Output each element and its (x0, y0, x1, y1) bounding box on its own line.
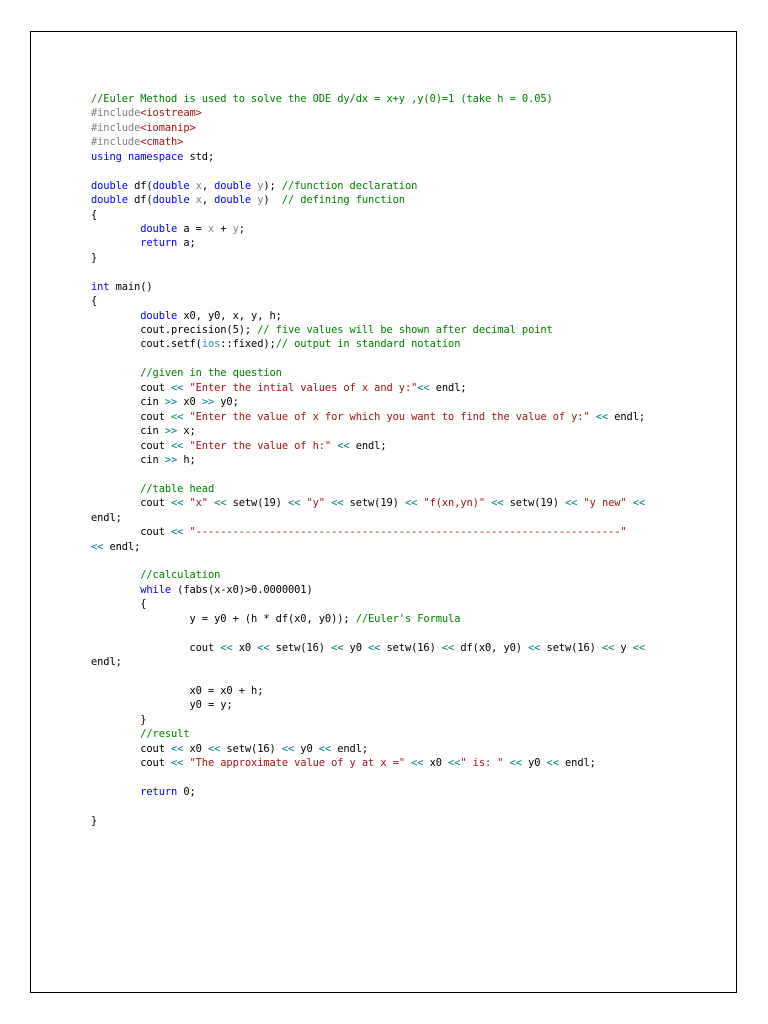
code-token: << (331, 497, 344, 510)
code-token: a; (177, 237, 196, 250)
code-token: std; (183, 150, 215, 163)
code-line (91, 222, 711, 236)
code-token: endl; (349, 439, 387, 452)
code-line (91, 713, 711, 727)
code-token (91, 569, 140, 581)
code-token (91, 483, 140, 495)
code-token: double (152, 194, 190, 207)
code-token: //table head (140, 482, 215, 495)
code-token: <cmath> (140, 136, 184, 149)
code-token: << (404, 497, 418, 510)
code-line (91, 670, 711, 684)
code-line (91, 626, 711, 640)
code-token: << (337, 439, 350, 452)
code-token: // defining function (281, 194, 405, 207)
code-token: x0, y0, x, y, h; (177, 309, 282, 322)
code-line (91, 135, 711, 149)
code-line (91, 482, 711, 496)
code-token: endl; (91, 656, 122, 669)
code-token (91, 237, 140, 249)
code-token: double (214, 179, 252, 192)
code-token: //Euler's Formula (355, 612, 461, 625)
code-token: ios (201, 338, 221, 351)
code-token: int (91, 280, 110, 293)
code-token: // output in standard notation (275, 338, 461, 351)
code-line (91, 641, 711, 655)
code-token: cout.precision(5); (91, 324, 258, 336)
code-line (91, 121, 711, 135)
code-token: df( (127, 179, 153, 192)
code-token: << (441, 641, 455, 654)
code-line (91, 251, 711, 265)
code-line (91, 179, 711, 193)
code-line (91, 150, 711, 164)
code-token: cin (91, 425, 165, 438)
code-token: setw(16) (380, 641, 442, 654)
code-token: setw(16) (540, 641, 602, 654)
code-line (91, 323, 711, 337)
code-token: << (207, 742, 221, 755)
code-token: << (565, 497, 578, 510)
code-line (91, 771, 711, 785)
code-token (91, 367, 140, 379)
code-token: (fabs(x-x0)>0.0000001) (171, 583, 313, 596)
code-token: cout (91, 439, 172, 452)
code-token: double (140, 309, 178, 322)
code-line (91, 583, 711, 597)
code-token: >> (164, 425, 178, 438)
code-token: x0 = x0 + h; (91, 684, 264, 697)
code-token: while (140, 583, 172, 596)
code-token: >> (164, 453, 178, 466)
code-line (91, 395, 711, 409)
code-token: h; (177, 453, 196, 466)
code-token: y = y0 + (h * df(x0, y0)); (91, 612, 356, 625)
code-line (91, 366, 711, 380)
code-token: //result (140, 728, 190, 741)
code-token: cin (91, 453, 165, 466)
code-token: 0; (177, 786, 196, 798)
code-token: // five values will be shown after decimal point (257, 324, 553, 336)
code-token: "x" (189, 497, 208, 510)
code-token: { (91, 598, 147, 611)
code-token: return (140, 786, 178, 798)
code-token: << (448, 757, 461, 770)
code-line (91, 684, 711, 698)
code-line (91, 410, 711, 424)
code-token: << (171, 742, 184, 755)
code-token: a = (177, 222, 208, 235)
code-token: << (331, 641, 344, 654)
code-token: setw(16) (220, 742, 282, 755)
code-token: cout (91, 757, 172, 770)
code-token: "Enter the value of x for which you want to find the value of y:" (189, 410, 590, 423)
code-token: << (214, 497, 227, 510)
code-token: cin (91, 396, 165, 409)
code-token (91, 728, 140, 740)
code-token: ) (263, 194, 282, 207)
code-token: namespace (127, 150, 184, 163)
code-line (91, 236, 711, 250)
code-token: << (546, 757, 559, 770)
code-line (91, 655, 711, 669)
code-token: } (91, 713, 147, 726)
code-token: { (91, 208, 98, 221)
code-token: x0 (232, 641, 258, 654)
code-line (91, 496, 711, 510)
code-token: x (207, 222, 215, 235)
code-line (91, 352, 711, 366)
code-token: <iomanip> (140, 121, 196, 134)
code-token: df(x0, y0) (454, 641, 529, 654)
code-token: main() (109, 280, 153, 293)
code-token: << (281, 742, 295, 755)
code-token: x0 (183, 742, 208, 755)
code-token: << (632, 641, 646, 654)
code-token: >> (201, 396, 215, 409)
code-token: <iostream> (140, 107, 202, 120)
code-line (91, 698, 711, 712)
code-token: endl; (91, 511, 122, 524)
code-token: << (171, 381, 184, 394)
code-token: cout (91, 497, 172, 510)
code-line (91, 309, 711, 323)
code-token: << (417, 381, 430, 394)
code-line (91, 337, 711, 351)
code-token: , (201, 179, 215, 192)
code-line (91, 568, 711, 582)
code-token: double (214, 194, 252, 207)
code-token: //function declaration (281, 179, 418, 192)
code-line (91, 164, 711, 178)
code-token (91, 584, 140, 596)
code-token: #include (91, 121, 141, 134)
code-token: { (91, 295, 98, 308)
code-token: "y new" (583, 497, 627, 510)
code-line (91, 265, 711, 279)
code-line (91, 799, 711, 813)
code-token: double (152, 179, 190, 192)
code-line (91, 208, 711, 222)
code-line (91, 597, 711, 611)
code-token: endl; (103, 540, 141, 553)
code-token: x (195, 179, 202, 192)
code-line (91, 467, 711, 481)
code-line (91, 439, 711, 453)
code-token: ; (238, 222, 245, 235)
code-token: y (257, 179, 264, 192)
code-token: } (91, 814, 98, 827)
code-line (91, 453, 711, 467)
code-token: << (491, 497, 504, 510)
code-token: << (220, 641, 233, 654)
code-line (91, 294, 711, 308)
code-token: x (195, 194, 202, 207)
code-token: using (91, 150, 122, 163)
code-token: " is: " (460, 757, 504, 770)
code-token: << (595, 410, 609, 423)
code-token: cout (91, 381, 172, 394)
code-token: endl; (429, 381, 467, 394)
code-token: //given in the question (140, 367, 282, 380)
code-token: << (411, 757, 424, 770)
code-token: << (368, 641, 381, 654)
code-line (91, 511, 711, 525)
code-token: << (601, 641, 615, 654)
code-token: setw(19) (226, 497, 288, 510)
code-token: ::fixed); (220, 338, 276, 351)
code-line (91, 424, 711, 438)
code-token: << (171, 526, 184, 539)
code-token: << (288, 497, 301, 510)
code-token: cout.setf( (91, 338, 202, 351)
code-token: #include (91, 136, 141, 149)
code-token: y (257, 194, 264, 207)
code-token: x; (177, 425, 196, 438)
code-token: << (257, 641, 270, 654)
code-token: //Euler Method is used to solve the ODE dy/dx = x+y ,y(0)=1 (take h = 0.05) (91, 93, 553, 105)
code-token: "---------------------------------------------------------------------" (189, 526, 627, 539)
code-line (91, 756, 711, 770)
code-line (91, 727, 711, 741)
code-token: "f(xn,yn)" (423, 497, 485, 510)
code-token: << (528, 641, 541, 654)
code-token: y0 = y; (91, 699, 233, 712)
code-line (91, 814, 711, 828)
code-token (91, 223, 140, 235)
code-token: df( (127, 194, 153, 207)
code-line (91, 106, 711, 120)
code-token: y0; (214, 396, 239, 409)
code-token: setw(19) (503, 497, 566, 510)
code-token: "Enter the value of h:" (189, 439, 332, 452)
code-token: "The approximate value of y at x =" (189, 757, 405, 770)
code-token: } (91, 251, 98, 264)
code-line (91, 540, 711, 554)
code-token: cout (91, 526, 172, 539)
code-token: , (201, 194, 215, 207)
code-token: y0 (294, 742, 319, 755)
code-token: //calculation (140, 569, 221, 582)
code-line (91, 280, 711, 294)
code-token: << (91, 540, 104, 553)
code-token: >> (164, 396, 178, 409)
code-token: double (91, 179, 128, 192)
code-token: cout (91, 641, 221, 654)
code-token: "y" (306, 497, 325, 510)
code-listing (91, 92, 711, 828)
code-token: << (318, 742, 332, 755)
code-line (91, 525, 711, 539)
code-line (91, 92, 711, 106)
code-token: y (232, 222, 239, 235)
code-token: + (214, 222, 233, 235)
code-token: cout (91, 410, 172, 423)
code-token (91, 310, 140, 322)
code-token: y0 (343, 641, 369, 654)
code-token: y0 (521, 757, 547, 770)
code-line (91, 785, 711, 799)
code-token: << (171, 497, 184, 510)
code-token: << (171, 410, 184, 423)
code-token: endl; (331, 742, 369, 755)
code-token: double (140, 222, 178, 235)
code-token: endl; (558, 757, 596, 770)
code-token: ); (263, 179, 282, 192)
code-line (91, 554, 711, 568)
code-token: x0 (423, 757, 449, 770)
code-token: return (140, 237, 178, 250)
code-token: x0 (177, 396, 202, 409)
code-token: << (509, 757, 522, 770)
code-token: endl; (608, 410, 646, 423)
code-token: << (632, 497, 646, 510)
code-token: #include (91, 107, 141, 120)
code-line (91, 381, 711, 395)
code-token (91, 786, 140, 798)
code-token: "Enter the intial values of x and y:" (189, 381, 418, 394)
code-token: << (171, 757, 184, 770)
code-token: cout (91, 742, 172, 755)
code-token: << (171, 439, 184, 452)
code-token: double (91, 194, 128, 207)
code-line (91, 193, 711, 207)
code-line (91, 742, 711, 756)
code-token: y (614, 641, 633, 654)
code-token: setw(16) (269, 641, 332, 654)
code-token: setw(19) (343, 497, 405, 510)
code-line (91, 612, 711, 626)
